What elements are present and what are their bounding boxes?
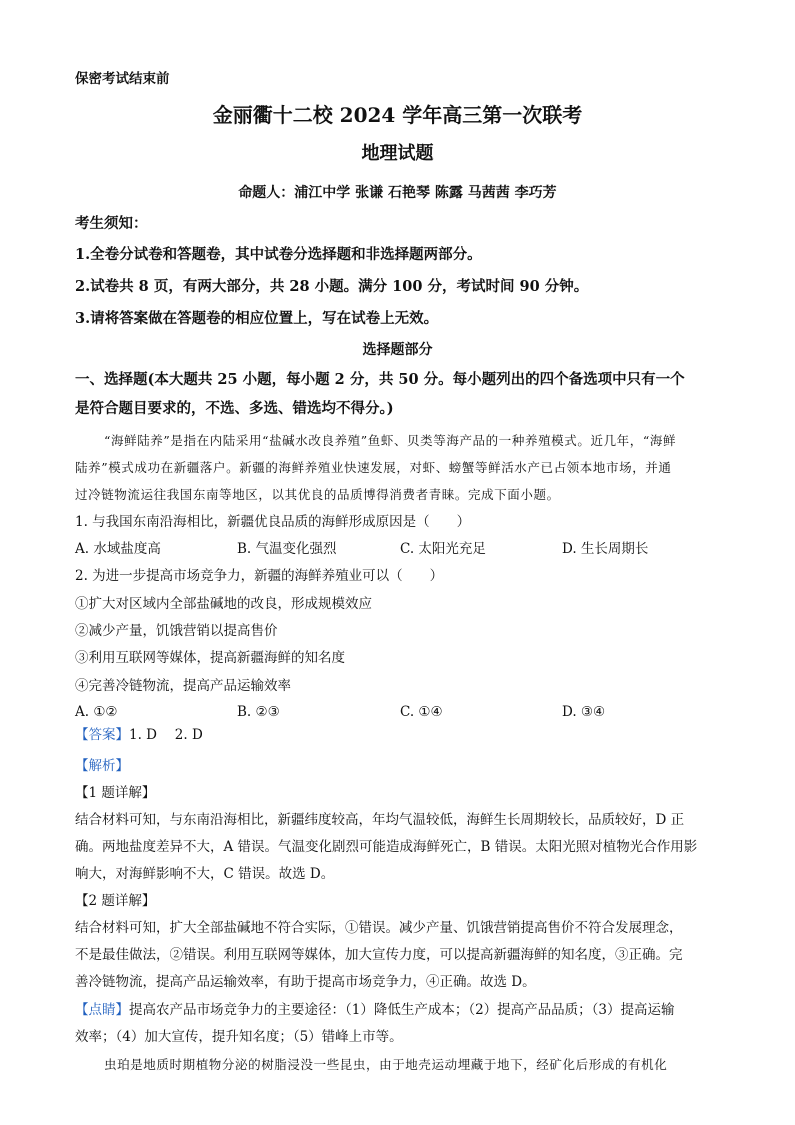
q2-statement-2: ②减少产量，饥饿营销以提高售价 <box>75 623 278 639</box>
q1-option-b: B. 气温变化强烈 <box>237 541 337 557</box>
q2-statement-4: ④完善冷链物流，提高产品运输效率 <box>75 678 291 694</box>
q2-statement-3: ③利用互联网等媒体，提高新疆海鲜的知名度 <box>75 650 345 666</box>
notice-item-1: 1.全卷分试卷和答题卷，其中试卷分选择题和非选择题两部分。 <box>75 246 482 263</box>
detail-1-heading: 【1 题详解】 <box>75 785 156 801</box>
answer-label: 【答案】 <box>75 727 129 743</box>
tip-label: 【点睛】 <box>75 1002 129 1018</box>
q2-statement-1: ①扩大对区域内全部盐碱地的改良，形成规模效应 <box>75 596 372 612</box>
q1-option-a: A. 水域盐度高 <box>75 541 161 557</box>
section-title: 选择题部分 <box>362 342 433 358</box>
tip-text-1: 提高农产品市场竞争力的主要途径：（1）降低生产成本；（2）提高产品品质；（3）提高运输 <box>129 1002 675 1018</box>
answer-text: 1. D 2. D <box>129 727 203 743</box>
section-intro-line-1: 一、选择题(本大题共 25 小题，每小题 2 分，共 50 分。每小题列出的四个备选项中只有一个 <box>75 371 685 388</box>
notice-heading: 考生须知： <box>75 215 148 232</box>
detail-2-line-1: 结合材料可知，扩大全部盐碱地不符合实际，①错误。减少产量、饥饿营销提高售价不符合发展理念， <box>75 920 683 936</box>
passage1-line-3: 过冷链物流运往我国东南等地区，以其优良的品质博得消费者青睐。完成下面小题。 <box>75 487 560 502</box>
answer-line <box>75 726 203 744</box>
detail-1-line-1: 结合材料可知，与东南沿海相比，新疆纬度较高，年均气温较低，海鲜生长周期较长，品质较好，D 正 <box>75 812 685 828</box>
passage2-line-1: 虫珀是地质时期植物分泌的树脂浸没一些昆虫，由于地壳运动埋藏于地下，经矿化后形成的有机化 <box>104 1057 668 1072</box>
q2-option-c: C. ①④ <box>400 704 443 720</box>
notice-item-3: 3.请将答案做在答题卷的相应位置上，写在试卷上无效。 <box>75 310 439 327</box>
authors-line: 命题人：浦江中学 张谦 石艳琴 陈露 马茜茜 李巧芳 <box>238 185 557 201</box>
tip-line-1 <box>75 1001 675 1019</box>
q2-option-b: B. ②③ <box>237 704 280 720</box>
detail-2-line-2: 不是最佳做法，②错误。利用互联网等媒体，加大宣传力度，可以提高新疆海鲜的知名度，③正确。完 <box>75 947 683 963</box>
passage1-line-2: 陆养”模式成功在新疆落户。新疆的海鲜养殖业快速发展，对虾、螃蟹等鲜活水产已占领本地市场，并通 <box>75 460 672 475</box>
exam-subject: 地理试题 <box>361 143 434 164</box>
exam-title: 金丽衢十二校 2024 学年高三第一次联考 <box>212 103 583 127</box>
q1-stem: 1. 与我国东南沿海相比，新疆优良品质的海鲜形成原因是（ ） <box>75 514 471 530</box>
confidential-label: 保密考试结束前 <box>75 71 170 87</box>
q1-option-c: C. 太阳光充足 <box>400 541 486 557</box>
q2-option-a: A. ①② <box>75 704 118 720</box>
q1-option-d: D. 生长周期长 <box>562 541 649 557</box>
section-intro-line-2: 是符合题目要求的，不选、多选、错选均不得分。) <box>75 400 394 417</box>
passage1-line-1: “海鲜陆养”是指在内陆采用“盐碱水改良养殖”鱼虾、贝类等海产品的一种养殖模式。近几年，“海鲜 <box>104 433 677 448</box>
q2-stem: 2. 为进一步提高市场竞争力，新疆的海鲜养殖业可以（ ） <box>75 568 444 584</box>
detail-2-line-3: 善冷链物流，提高产品运输效率，有助于提高市场竞争力，④正确。故选 D。 <box>75 974 536 990</box>
detail-1-line-3: 响大，对海鲜影响不大，C 错误。故选 D。 <box>75 866 335 882</box>
q2-option-d: D. ③④ <box>562 704 606 720</box>
detail-2-heading: 【2 题详解】 <box>75 893 156 909</box>
notice-item-2: 2.试卷共 8 页，有两大部分，共 28 小题。满分 100 分，考试时间 90 分钟。 <box>75 278 589 295</box>
analysis-label: 【解析】 <box>75 758 129 774</box>
detail-1-line-2: 确。两地盐度差异不大，A 错误。气温变化剧烈可能造成海鲜死亡，B 错误。太阳光照对植物光合作用影 <box>75 839 698 855</box>
tip-line-2: 效率；（4）加大宣传，提升知名度；（5）错峰上市等。 <box>75 1029 403 1045</box>
